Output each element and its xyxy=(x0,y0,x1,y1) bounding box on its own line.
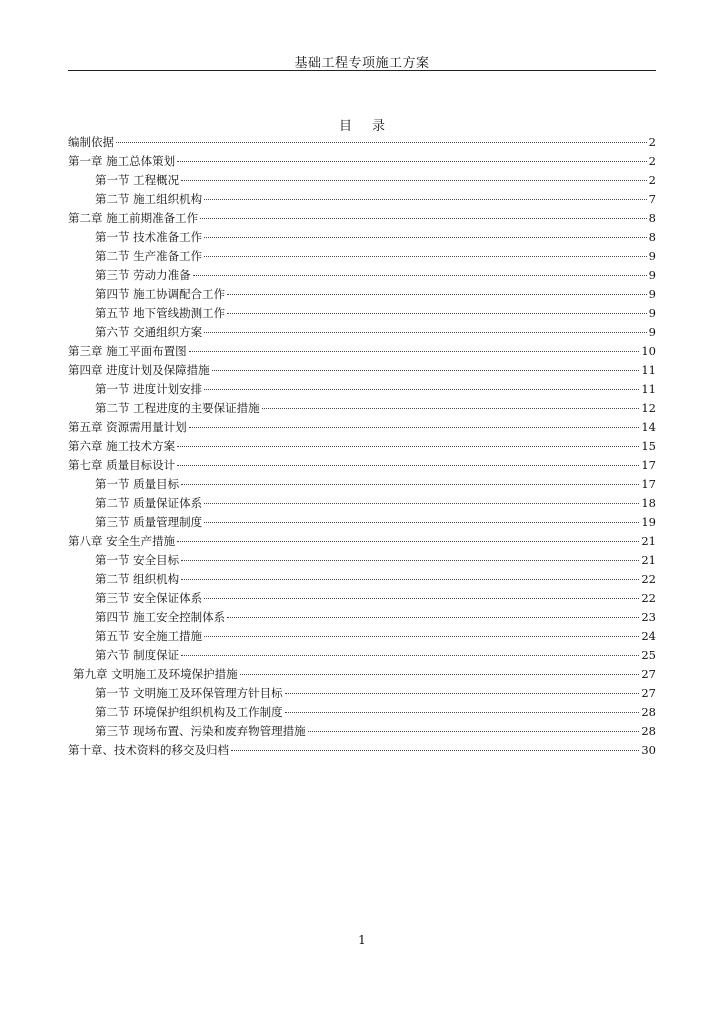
toc-entry-page: 28 xyxy=(641,724,656,738)
toc-entry-label: 第五节 地下管线勘测工作 xyxy=(95,306,226,320)
toc-entry-page: 2 xyxy=(648,173,656,187)
toc-entry-label: 第八章 安全生产措施 xyxy=(68,534,176,548)
toc-entry-page: 2 xyxy=(648,154,656,168)
toc-chapter-entry[interactable] xyxy=(68,342,656,361)
toc-entry-page: 22 xyxy=(641,591,656,605)
toc-section-entry[interactable] xyxy=(68,323,656,342)
toc-dot-leader xyxy=(204,389,639,390)
toc-entry-label: 第一节 文明施工及环保管理方针目标 xyxy=(95,686,283,700)
toc-entry-label: 第二章 施工前期准备工作 xyxy=(68,211,199,225)
toc-dot-leader xyxy=(181,484,639,485)
toc-dot-leader xyxy=(227,313,647,314)
toc-dot-leader xyxy=(204,598,639,599)
toc-section-entry[interactable] xyxy=(68,684,656,703)
toc-entry-label: 第一节 进度计划安排 xyxy=(95,382,203,396)
toc-entry-page: 17 xyxy=(641,458,656,472)
toc-dot-leader xyxy=(227,294,647,295)
toc-entry-label: 第一节 安全目标 xyxy=(95,553,180,567)
toc-entry-page: 14 xyxy=(641,420,656,434)
toc-entry-page: 27 xyxy=(641,667,656,681)
toc-entry-page: 12 xyxy=(641,401,656,415)
toc-section-entry[interactable] xyxy=(68,627,656,646)
toc-section-entry[interactable] xyxy=(68,722,656,741)
toc-dot-leader xyxy=(285,693,640,694)
toc-dot-leader xyxy=(177,446,639,447)
toc-dot-leader xyxy=(189,351,640,352)
table-of-contents xyxy=(68,133,656,760)
toc-chapter-entry[interactable] xyxy=(68,456,656,475)
toc-section-entry[interactable] xyxy=(68,190,656,209)
toc-entry-page: 24 xyxy=(641,629,656,643)
toc-entry-page: 7 xyxy=(648,192,656,206)
toc-dot-leader xyxy=(240,674,640,675)
toc-chapter-entry[interactable] xyxy=(68,361,656,380)
toc-section-entry[interactable] xyxy=(68,285,656,304)
toc-dot-leader xyxy=(177,541,639,542)
toc-entry-label: 第一节 技术准备工作 xyxy=(95,230,203,244)
toc-entry-label: 第三章 施工平面布置图 xyxy=(68,344,187,358)
toc-entry-label: 第五节 安全施工措施 xyxy=(95,629,203,643)
toc-section-entry[interactable] xyxy=(68,266,656,285)
toc-dot-leader xyxy=(116,142,647,143)
toc-dot-leader xyxy=(212,370,640,371)
toc-entry-page: 8 xyxy=(648,211,656,225)
toc-dot-leader xyxy=(231,750,639,751)
toc-entry-label: 第五章 资源需用量计划 xyxy=(68,420,187,434)
toc-entry-page: 25 xyxy=(641,648,656,662)
toc-dot-leader xyxy=(262,408,640,409)
toc-entry-label: 第二节 施工组织机构 xyxy=(95,192,203,206)
toc-dot-leader xyxy=(181,655,639,656)
toc-entry-label: 第九章 文明施工及环境保护措施 xyxy=(73,667,238,681)
toc-entry-page: 21 xyxy=(641,553,656,567)
toc-dot-leader xyxy=(204,199,647,200)
toc-entry-page: 27 xyxy=(641,686,656,700)
toc-section-entry[interactable] xyxy=(68,247,656,266)
toc-entry-label: 第三节 现场布置、污染和废弃物管理措施 xyxy=(95,724,306,738)
toc-entry-page: 2 xyxy=(648,135,656,149)
page-number: 1 xyxy=(358,933,366,947)
toc-entry-page: 11 xyxy=(641,382,656,396)
toc-dot-leader xyxy=(204,237,647,238)
toc-section-entry[interactable] xyxy=(68,703,656,722)
toc-entry-page: 17 xyxy=(641,477,656,491)
toc-dot-leader xyxy=(204,636,639,637)
toc-entry-label: 第一节 工程概况 xyxy=(95,173,180,187)
toc-section-entry[interactable] xyxy=(68,646,656,665)
toc-section-entry[interactable] xyxy=(68,475,656,494)
toc-entry-page: 9 xyxy=(648,249,656,263)
toc-entry-page: 23 xyxy=(641,610,656,624)
toc-chapter-entry[interactable] xyxy=(68,741,656,760)
toc-dot-leader xyxy=(181,579,639,580)
header-divider xyxy=(68,70,656,71)
toc-dot-leader xyxy=(177,465,639,466)
toc-entry-label: 第三节 劳动力准备 xyxy=(95,268,191,282)
toc-section-entry[interactable] xyxy=(68,399,656,418)
toc-dot-leader xyxy=(177,161,647,162)
toc-entry-page: 18 xyxy=(641,496,656,510)
toc-section-entry[interactable] xyxy=(68,570,656,589)
toc-entry-page: 10 xyxy=(641,344,656,358)
toc-entry-page: 22 xyxy=(641,572,656,586)
toc-entry-label: 第六节 交通组织方案 xyxy=(95,325,203,339)
document-header-title: 基础工程专项施工方案 xyxy=(294,56,430,71)
toc-chapter-entry[interactable] xyxy=(68,418,656,437)
toc-chapter-entry[interactable] xyxy=(68,209,656,228)
toc-entry-page: 15 xyxy=(641,439,656,453)
toc-entry-label: 第十章、技术资料的移交及归档 xyxy=(68,743,229,757)
toc-section-entry[interactable] xyxy=(68,171,656,190)
toc-entry-label: 第二节 组织机构 xyxy=(95,572,180,586)
toc-dot-leader xyxy=(308,731,640,732)
toc-entry-label: 第三节 质量管理制度 xyxy=(95,515,203,529)
toc-dot-leader xyxy=(204,332,647,333)
toc-entry-label: 编制依据 xyxy=(68,135,114,149)
toc-entry-page: 30 xyxy=(641,743,656,757)
toc-entry-page: 8 xyxy=(648,230,656,244)
toc-entry-page: 9 xyxy=(648,306,656,320)
toc-entry-label: 第二节 质量保证体系 xyxy=(95,496,203,510)
toc-entry-label: 第二节 生产准备工作 xyxy=(95,249,203,263)
toc-entry-label: 第四节 施工协调配合工作 xyxy=(95,287,226,301)
toc-entry-page: 19 xyxy=(641,515,656,529)
toc-chapter-entry[interactable] xyxy=(68,152,656,171)
toc-entry-page: 11 xyxy=(641,363,656,377)
toc-chapter-entry[interactable] xyxy=(68,665,656,684)
toc-entry-page: 9 xyxy=(648,325,656,339)
toc-dot-leader xyxy=(285,712,640,713)
toc-entry-page: 9 xyxy=(648,287,656,301)
toc-title xyxy=(0,115,724,134)
toc-dot-leader xyxy=(181,560,639,561)
toc-dot-leader xyxy=(189,427,640,428)
toc-section-entry[interactable] xyxy=(68,589,656,608)
toc-entry-label: 第一章 施工总体策划 xyxy=(68,154,176,168)
toc-section-entry[interactable] xyxy=(68,228,656,247)
toc-section-entry[interactable] xyxy=(68,494,656,513)
toc-entry-label: 第四节 施工安全控制体系 xyxy=(95,610,226,624)
toc-title-char: 目 xyxy=(338,119,352,134)
toc-dot-leader xyxy=(204,522,639,523)
toc-entry-label: 第七章 质量目标设计 xyxy=(68,458,176,472)
toc-dot-leader xyxy=(200,218,647,219)
toc-entry-page: 9 xyxy=(648,268,656,282)
toc-entry-label: 第三节 安全保证体系 xyxy=(95,591,203,605)
toc-entry-page: 21 xyxy=(641,534,656,548)
toc-chapter-entry[interactable] xyxy=(68,437,656,456)
toc-dot-leader xyxy=(193,275,647,276)
toc-entry-label: 第一节 质量目标 xyxy=(95,477,180,491)
toc-entry-label: 第二节 工程进度的主要保证措施 xyxy=(95,401,260,415)
toc-chapter-entry[interactable] xyxy=(68,532,656,551)
toc-chapter-entry[interactable] xyxy=(68,133,656,152)
toc-section-entry[interactable] xyxy=(68,380,656,399)
toc-entry-label: 第四章 进度计划及保障措施 xyxy=(68,363,210,377)
toc-dot-leader xyxy=(181,180,647,181)
toc-title-char: 录 xyxy=(372,119,386,134)
toc-section-entry[interactable] xyxy=(68,304,656,323)
toc-entry-page: 28 xyxy=(641,705,656,719)
toc-entry-label: 第六节 制度保证 xyxy=(95,648,180,662)
toc-entry-label: 第二节 环境保护组织机构及工作制度 xyxy=(95,705,283,719)
toc-section-entry[interactable] xyxy=(68,513,656,532)
toc-dot-leader xyxy=(227,617,639,618)
toc-dot-leader xyxy=(204,503,639,504)
toc-dot-leader xyxy=(204,256,647,257)
toc-section-entry[interactable] xyxy=(68,551,656,570)
toc-entry-label: 第六章 施工技术方案 xyxy=(68,439,176,453)
toc-section-entry[interactable] xyxy=(68,608,656,627)
